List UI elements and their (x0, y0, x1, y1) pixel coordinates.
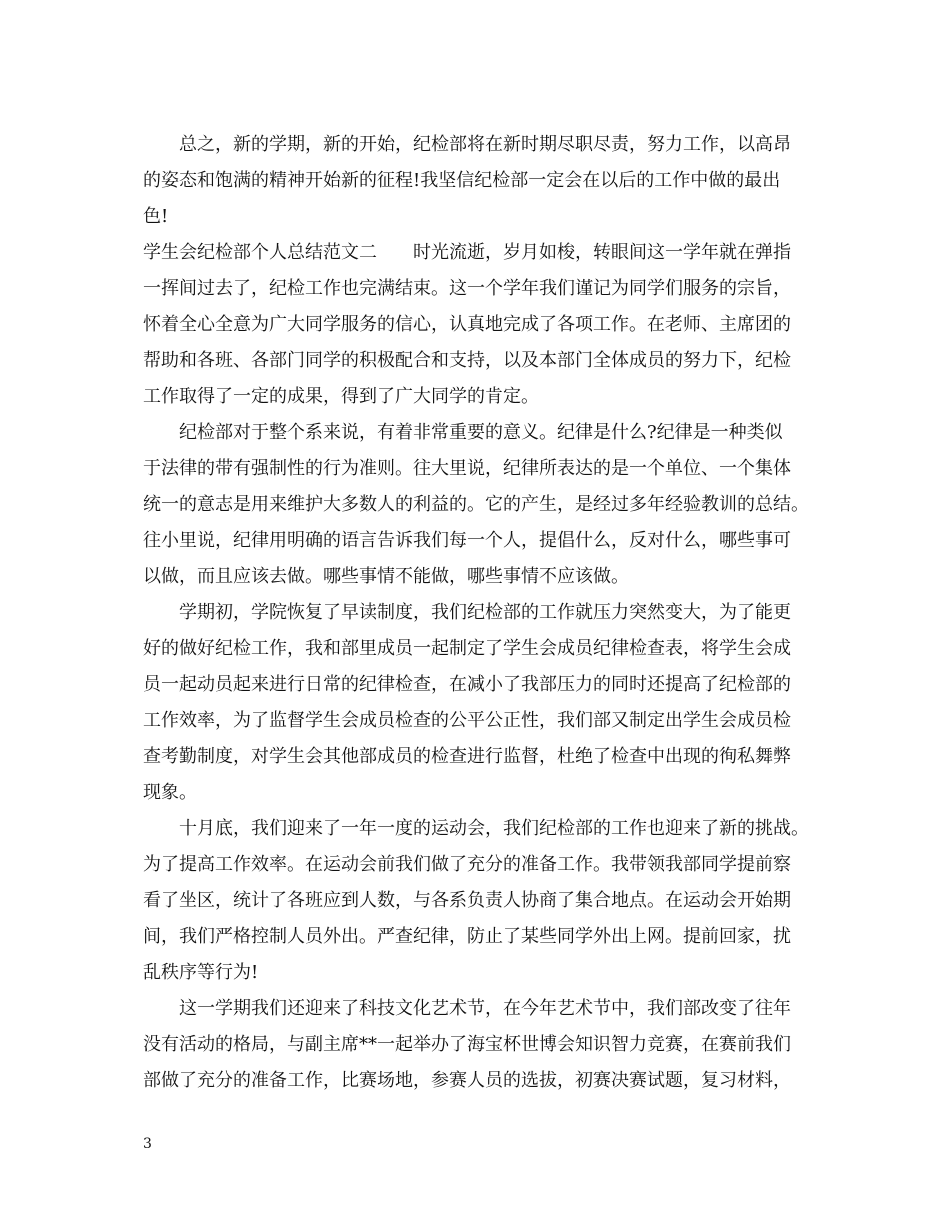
text-line: 纪检部对于整个系来说，有着非常重要的意义。纪律是什么?纪律是一种类似 (143, 422, 783, 443)
text-line: 学生会纪检部个人总结范文二 时光流逝，岁月如梭，转眼间这一学年就在弹指 (143, 242, 791, 263)
text-line: 往小里说，纪律用明确的语言告诉我们每一个人，提倡什么，反对什么，哪些事可 (143, 530, 791, 551)
text-line: 总之，新的学期，新的开始，纪检部将在新时期尽职尽责，努力工作，以高昂 (143, 134, 791, 155)
text-line: 学期初，学院恢复了早读制度，我们纪检部的工作就压力突然变大，为了能更 (143, 602, 791, 623)
text-line: 查考勤制度，对学生会其他部成员的检查进行监督，杜绝了检查中出现的徇私舞弊 (143, 746, 791, 767)
text-line: 十月底，我们迎来了一年一度的运动会，我们纪检部的工作也迎来了新的挑战。 (143, 818, 809, 839)
text-line: 帮助和各班、各部门同学的积极配合和支持，以及本部门全体成员的努力下，纪检 (143, 350, 791, 371)
text-line: 一挥间过去了，纪检工作也完满结束。这一个学年我们谨记为同学们服务的宗旨， (143, 278, 791, 299)
text-line: 的姿态和饱满的精神开始新的征程!我坚信纪检部一定会在以后的工作中做的最出 (143, 170, 781, 191)
text-line: 于法律的带有强制性的行为准则。往大里说，纪律所表达的是一个单位、一个集体 (143, 458, 791, 479)
text-line: 以做，而且应该去做。哪些事情不能做，哪些事情不应该做。 (143, 566, 629, 587)
text-line: 这一学期我们还迎来了科技文化艺术节，在今年艺术节中，我们部改变了往年 (143, 998, 791, 1019)
text-line: 怀着全心全意为广大同学服务的信心，认真地完成了各项工作。在老师、主席团的 (143, 314, 791, 335)
text-line: 现象。 (143, 782, 197, 803)
body-text (143, 127, 818, 1099)
page-number: 3 (143, 1136, 152, 1152)
text-line: 色! (143, 206, 169, 227)
text-line: 统一的意志是用来维护大多数人的利益的。它的产生，是经过多年经验教训的总结。 (143, 494, 809, 515)
text-line: 工作效率，为了监督学生会成员检查的公平公正性，我们部又制定出学生会成员检 (143, 710, 791, 731)
text-line: 好的做好纪检工作，我和部里成员一起制定了学生会成员纪律检查表，将学生会成 (143, 638, 791, 659)
text-line: 员一起动员起来进行日常的纪律检查，在减小了我部压力的同时还提高了纪检部的 (143, 674, 791, 695)
text-line: 工作取得了一定的成果，得到了广大同学的肯定。 (143, 386, 539, 407)
text-line: 没有活动的格局，与副主席**一起举办了海宝杯世博会知识智力竞赛，在赛前我们 (143, 1034, 791, 1055)
text-line: 部做了充分的准备工作，比赛场地，参赛人员的选拔，初赛决赛试题，复习材料， (143, 1070, 791, 1091)
text-line: 为了提高工作效率。在运动会前我们做了充分的准备工作。我带领我部同学提前察 (143, 854, 791, 875)
text-line: 看了坐区，统计了各班应到人数，与各系负责人协商了集合地点。在运动会开始期 (143, 890, 791, 911)
text-line: 间，我们严格控制人员外出。严查纪律，防止了某些同学外出上网。提前回家，扰 (143, 926, 791, 947)
text-line: 乱秩序等行为! (143, 962, 259, 983)
